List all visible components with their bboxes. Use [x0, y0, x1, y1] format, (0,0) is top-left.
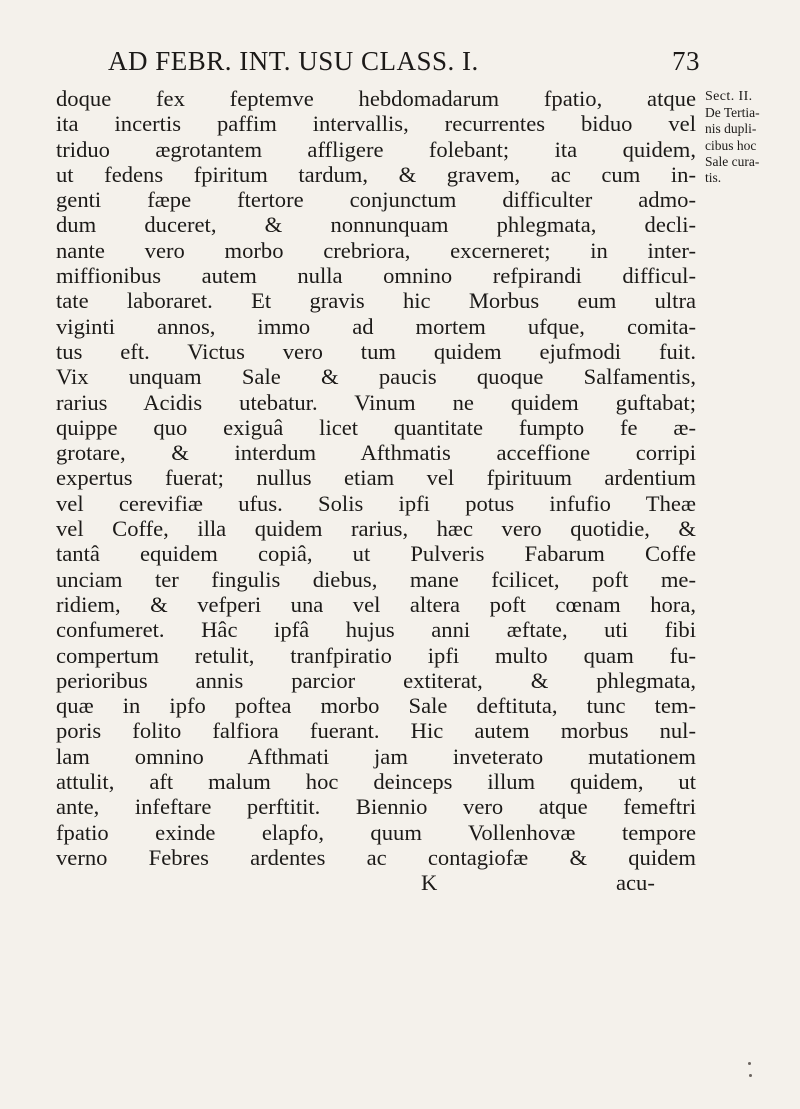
paper-speck: [748, 1062, 751, 1065]
text-line: fpatio exinde elapfo, quum Vollenhovæ tempore: [56, 819, 696, 845]
margin-note-line: De Tertia-: [705, 105, 760, 121]
text-line: vel cerevifiæ ufus. Solis ipfi potus infufio Theæ: [56, 490, 696, 516]
margin-note-line: nis dupli-: [705, 121, 757, 137]
signature-mark: K: [421, 870, 438, 896]
page-number: 73: [672, 46, 700, 76]
text-line: ita incertis paffim intervallis, recurrentes biduo vel: [56, 111, 696, 137]
margin-note: [705, 89, 800, 186]
text-line: grotare, & interdum Afthmatis acceffione corripi: [56, 440, 696, 466]
text-line: dum duceret, & nonnunquam phlegmata, decli-: [56, 212, 696, 238]
paper-speck: [749, 1074, 752, 1077]
text-line: Vix unquam Sale & paucis quoque Salfamentis,: [56, 364, 696, 390]
margin-note-line: tis.: [705, 169, 722, 185]
margin-section-label: Sect. II.: [705, 89, 753, 104]
text-line: vel Coffe, illa quidem rarius, hæc vero quotidie, &: [56, 516, 696, 542]
text-line: compertum retulit, tranfpiratio ipfi multo quam fu-: [56, 642, 696, 668]
running-head-title: AD FEBR. INT. USU CLASS. I.: [108, 46, 479, 76]
text-line: ut fedens fpiritum tardum, & gravem, ac cum in-: [56, 161, 696, 187]
text-line: tate laboraret. Et gravis hic Morbus eum ultra: [56, 288, 696, 314]
text-line: lam omnino Afthmati jam inveterato mutationem: [56, 743, 696, 769]
text-line: doque fex feptemve hebdomadarum fpatio, atque: [56, 86, 696, 111]
margin-note-line: Sale cura-: [705, 153, 760, 169]
margin-note-line: cibus hoc: [705, 137, 757, 153]
text-line: genti fæpe ftertore conjunctum difficulter admo-: [56, 187, 696, 213]
text-line: expertus fuerat; nullus etiam vel fpirituum ardentium: [56, 465, 696, 491]
body-text: [56, 86, 696, 896]
text-line: nante vero morbo crebriora, excerneret; in inter-: [56, 237, 696, 263]
catchword: acu-: [616, 870, 655, 896]
text-line: unciam ter fingulis diebus, mane fcilicet, poft me-: [56, 566, 696, 592]
text-line: tus eft. Victus vero tum quidem ejufmodi fuit.: [56, 338, 696, 364]
text-line: quippe quo exiguâ licet quantitate fumpto fe æ-: [56, 414, 696, 440]
running-head: [108, 46, 708, 82]
text-line: rarius Acidis utebatur. Vinum ne quidem guftabat;: [56, 389, 696, 415]
text-line: miffionibus autem nulla omnino refpirandi difficul-: [56, 263, 696, 289]
text-line: attulit, aft malum hoc deinceps illum quidem, ut: [56, 769, 696, 795]
text-line: ridiem, & vefperi una vel altera poft cœnam hora,: [56, 591, 696, 617]
text-line: ante, infeftare perftitit. Biennio vero atque femeftri: [56, 794, 696, 820]
text-line: perioribus annis parcior extiterat, & phlegmata,: [56, 667, 696, 693]
signature-line: [56, 870, 696, 895]
text-line: viginti annos, immo ad mortem ufque, comita-: [56, 313, 696, 339]
text-line: quæ in ipfo poftea morbo Sale deftituta, tunc tem-: [56, 693, 696, 719]
text-line: poris folito falfiora fuerant. Hic autem morbus nul-: [56, 718, 696, 744]
text-line: confumeret. Hâc ipfâ hujus anni æftate, uti fibi: [56, 617, 696, 643]
text-line: triduo ægrotantem affligere folebant; ita quidem,: [56, 136, 696, 162]
text-line: verno Febres ardentes ac contagiofæ & quidem: [56, 844, 696, 870]
text-line: tantâ equidem copiâ, ut Pulveris Fabarum Coffe: [56, 541, 696, 567]
